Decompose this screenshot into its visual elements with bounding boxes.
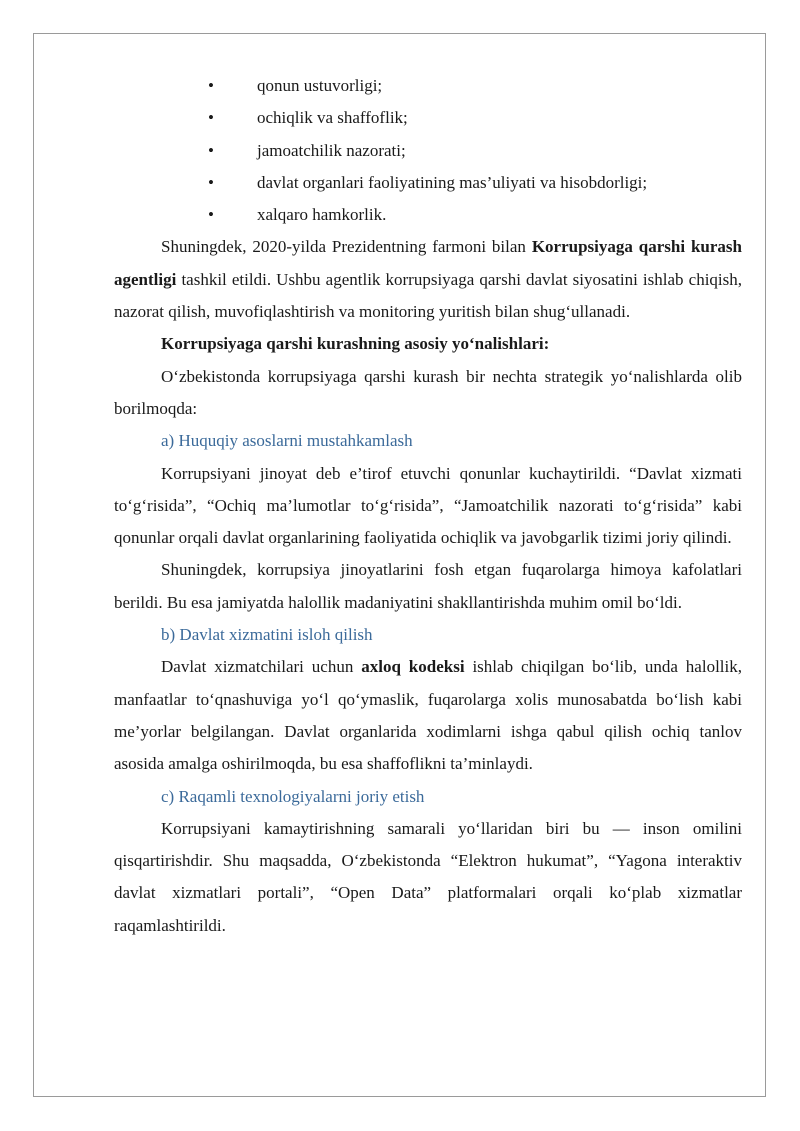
principles-list — [114, 70, 742, 231]
bullet-icon: • — [208, 140, 214, 160]
intro-paragraph: O‘zbekistonda korrupsiyaga qarshi kurash bir nechta strategik yo‘nalishlarda olib borilmoqda: — [114, 366, 742, 418]
section-c-paragraph: Korrupsiyani kamaytirishning samarali yo‘llaridan biri bu — inson omilini qisqartirishdir. Shu maqsadda, O‘zbekistonda “Elektron hukumat”, “Yagona interaktiv davlat xizmatlari portali”, “Open Data” platformalari orqali ko‘plab xizmatlar raqamlashtirildi. — [114, 818, 742, 935]
section-heading: Korrupsiyaga qarshi kurashning asosiy yo‘nalishlari: — [161, 334, 550, 354]
list-item: • qonun ustuvorligi; — [114, 70, 742, 102]
list-item: • jamoatchilik nazorati; — [114, 135, 742, 167]
subsection-title-a: a) Huquqiy asoslarni mustahkamlash — [161, 431, 413, 451]
ethics-code-term: axloq kodeksi — [361, 657, 465, 677]
section-a-paragraph-1: Korrupsiyani jinoyat deb e’tirof etuvchi qonunlar kuchaytirildi. “Davlat xizmati to‘g‘risida”, “Ochiq ma’lumotlar to‘g‘risida”, “Jamoatchilik nazorati to‘g‘risida” kabi qonunlar orqali davlat organlarining faoliyatida ochiqlik va javobgarlik tizimi joriy qilindi. — [114, 463, 742, 548]
section-b-paragraph: Davlat xizmatchilari uchun axloq kodeksi ishlab chiqilgan bo‘lib, unda halollik, manfaatlar to‘qnashuviga yo‘l qo‘ymaslik, fuqarolarga xolis munosabatda bo‘lish kabi me’yorlar belgilangan. Davlat organlarida xodimlarni ishga qabul qilish ochiq tanlov asosida amalga oshirilmoqda, bu esa shaffoflikni ta’minlaydi. — [114, 657, 742, 774]
agency-paragraph: Shuningdek, 2020-yilda Prezidentning farmoni bilan Korrupsiyaga qarshi kurash agentligi tashkil etildi. Ushbu agentlik korrupsiyaga qarshi davlat siyosatini ishlab chiqish, nazorat qilish, muvofiqlashtirish va monitoring yuritish bilan shug‘ullanadi. — [114, 237, 742, 322]
subsection-title-b: b) Davlat xizmatini isloh qilish — [161, 625, 373, 645]
section-a-paragraph-2: Shuningdek, korrupsiya jinoyatlarini fosh etgan fuqarolarga himoya kafolatlari berildi. Bu esa jamiyatda halollik madaniyatini shakllantirishda muhim omil bo‘ldi. — [114, 560, 742, 612]
bullet-icon: • — [208, 108, 214, 128]
list-item: • ochiqlik va shaffoflik; — [114, 102, 742, 134]
bullet-icon: • — [208, 172, 214, 192]
list-item: • xalqaro hamkorlik. — [114, 199, 742, 231]
subsection-title-c: c) Raqamli texnologiyalarni joriy etish — [161, 786, 425, 806]
bullet-icon: • — [208, 76, 214, 95]
bullet-icon: • — [208, 205, 214, 225]
list-item: • davlat organlari faoliyatining mas’uliyati va hisobdorligi; — [114, 167, 742, 199]
document-body — [114, 70, 742, 942]
agency-name: Korrupsiyaga qarshi kurash agentligi — [114, 237, 742, 289]
